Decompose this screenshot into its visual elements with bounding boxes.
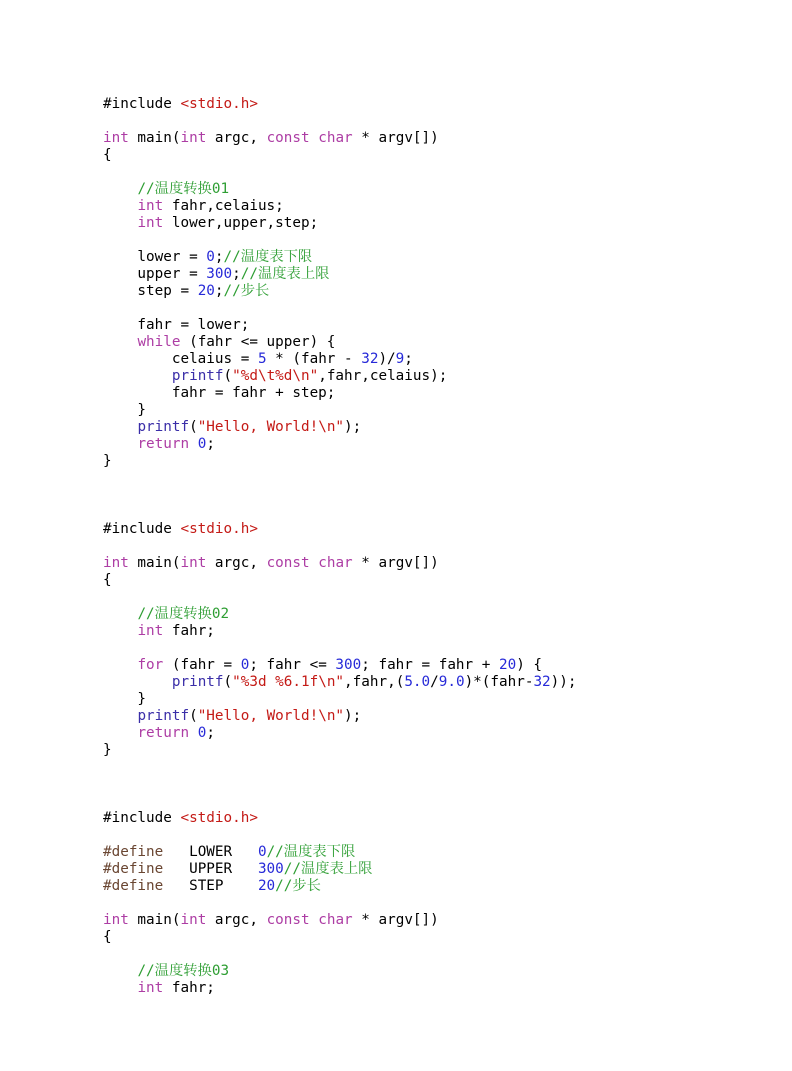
code-block-temperature-conversion-01 xyxy=(103,96,577,470)
code-token-comment: //步长 xyxy=(223,283,270,299)
code-token-plain: / xyxy=(430,674,439,690)
code-token-plain: celaius = xyxy=(103,351,258,367)
code-token-plain: ; xyxy=(232,266,241,282)
code-token-keyword: int xyxy=(103,130,129,146)
code-token-number: 5 xyxy=(257,351,267,367)
code-line xyxy=(103,674,577,691)
code-line xyxy=(103,861,577,878)
code-line xyxy=(103,691,577,708)
code-line xyxy=(103,708,577,725)
code-token-plain: ; xyxy=(404,351,413,367)
code-token-directive: #define xyxy=(103,861,164,877)
code-line-blank xyxy=(103,827,577,844)
code-token-plain: )); xyxy=(550,674,577,690)
code-token-plain: { xyxy=(103,572,112,588)
code-line xyxy=(103,368,577,385)
code-line xyxy=(103,317,577,334)
code-token-number: 300 xyxy=(257,861,284,877)
code-token-number: 20 xyxy=(197,283,215,299)
code-token-comment: //步长 xyxy=(275,878,321,894)
code-token-number: 9 xyxy=(395,351,405,367)
code-token-keyword: const xyxy=(266,912,310,928)
code-token-plain: argc, xyxy=(206,912,267,928)
code-token-plain xyxy=(103,606,137,622)
code-token-comment: //温度转换01 xyxy=(137,181,230,197)
code-line xyxy=(103,334,577,351)
code-token-keyword: const xyxy=(266,130,310,146)
code-token-plain: fahr = lower; xyxy=(103,317,250,333)
code-token-keyword: int xyxy=(180,555,207,571)
code-token-keyword: for xyxy=(137,657,164,673)
code-line xyxy=(103,657,577,674)
code-line-blank xyxy=(103,113,577,130)
code-token-plain xyxy=(103,368,172,384)
code-line-blank xyxy=(103,895,577,912)
code-line xyxy=(103,912,577,929)
code-token-keyword: int xyxy=(137,623,164,639)
code-token-plain xyxy=(103,334,137,350)
code-token-plain: ); xyxy=(344,708,362,724)
code-token-plain: { xyxy=(103,147,112,163)
code-token-keyword: int xyxy=(180,912,207,928)
code-token-number: 20 xyxy=(498,657,517,673)
code-token-plain: * argv[]) xyxy=(352,130,439,146)
code-token-plain xyxy=(189,436,198,452)
code-token-plain xyxy=(103,623,137,639)
code-token-plain: #include xyxy=(103,96,181,112)
code-token-header: <stdio.h> xyxy=(180,521,258,537)
code-block-temperature-conversion-03 xyxy=(103,810,577,997)
code-token-string: "%3d %6.1f\n" xyxy=(232,674,345,690)
code-token-plain xyxy=(103,674,172,690)
code-line-blank xyxy=(103,946,577,963)
code-token-plain xyxy=(103,419,137,435)
code-line xyxy=(103,963,577,980)
code-token-plain xyxy=(103,436,137,452)
code-token-plain: ,fahr,celaius); xyxy=(318,368,448,384)
code-token-number: 0 xyxy=(206,249,215,265)
code-token-plain: lower = xyxy=(103,249,207,265)
code-token-number: 300 xyxy=(335,657,362,673)
code-token-plain: ; fahr <= xyxy=(249,657,336,673)
code-token-number: 0 xyxy=(240,657,250,673)
code-token-plain: } xyxy=(103,742,112,758)
code-token-plain: main( xyxy=(128,912,181,928)
code-line xyxy=(103,453,577,470)
code-token-function: printf xyxy=(137,419,190,435)
code-token-plain: ) { xyxy=(516,657,543,673)
code-token-keyword: int xyxy=(137,215,164,231)
code-token-plain: fahr; xyxy=(163,980,215,996)
code-token-plain: fahr = fahr + step; xyxy=(103,385,336,401)
code-token-keyword: while xyxy=(137,334,181,350)
code-token-plain: ( xyxy=(223,674,233,690)
code-token-plain: argc, xyxy=(206,555,267,571)
code-line xyxy=(103,181,577,198)
code-line-blank xyxy=(103,640,577,657)
code-line xyxy=(103,215,577,232)
code-line xyxy=(103,929,577,946)
code-token-string: "%d\t%d\n" xyxy=(232,368,319,384)
code-line xyxy=(103,419,577,436)
code-line xyxy=(103,266,577,283)
code-token-plain: ; fahr = fahr + xyxy=(361,657,499,673)
code-line xyxy=(103,606,577,623)
code-token-number: 5.0 xyxy=(404,674,431,690)
code-token-plain: fahr; xyxy=(163,623,215,639)
code-token-plain xyxy=(103,181,137,197)
code-token-keyword: const xyxy=(266,555,310,571)
code-listing xyxy=(103,96,577,1048)
code-token-number: 20 xyxy=(257,878,276,894)
code-line xyxy=(103,725,577,742)
code-line xyxy=(103,283,577,300)
code-token-plain: step = xyxy=(103,283,198,299)
code-token-plain: #include xyxy=(103,810,181,826)
code-token-comment: //温度转换02 xyxy=(137,606,230,622)
code-token-plain: (fahr = xyxy=(163,657,241,673)
code-token-plain: { xyxy=(103,929,112,945)
code-line xyxy=(103,572,577,589)
code-token-number: 9.0 xyxy=(438,674,465,690)
code-token-plain: ,fahr,( xyxy=(344,674,405,690)
code-token-number: 32 xyxy=(533,674,551,690)
code-token-plain: * argv[]) xyxy=(352,912,439,928)
code-token-plain: argc, xyxy=(206,130,267,146)
code-token-keyword: char xyxy=(318,912,353,928)
code-token-plain: ( xyxy=(189,708,198,724)
code-token-keyword: int xyxy=(180,130,207,146)
code-token-plain xyxy=(103,725,137,741)
code-token-plain: ; xyxy=(214,283,224,299)
code-token-plain: ); xyxy=(344,419,362,435)
code-token-plain xyxy=(103,963,137,979)
code-token-plain: } xyxy=(103,691,147,707)
code-token-keyword: char xyxy=(318,130,353,146)
code-token-keyword: return xyxy=(137,436,190,452)
code-token-plain: * (fahr - xyxy=(266,351,362,367)
code-token-number: 0 xyxy=(257,844,267,860)
code-token-keyword: int xyxy=(137,198,164,214)
code-line xyxy=(103,623,577,640)
code-token-header: <stdio.h> xyxy=(180,96,258,112)
code-token-keyword: int xyxy=(103,555,129,571)
code-token-plain xyxy=(310,555,319,571)
code-token-number: 0 xyxy=(197,725,207,741)
code-token-plain xyxy=(189,725,198,741)
code-line xyxy=(103,96,577,113)
code-line xyxy=(103,742,577,759)
code-token-function: printf xyxy=(171,368,224,384)
code-line xyxy=(103,402,577,419)
code-token-plain: #include xyxy=(103,521,181,537)
code-token-number: 32 xyxy=(361,351,379,367)
code-token-plain: main( xyxy=(128,130,181,146)
code-line-blank xyxy=(103,300,577,317)
code-line xyxy=(103,198,577,215)
code-token-plain: ; xyxy=(214,249,224,265)
code-line xyxy=(103,351,577,368)
code-line xyxy=(103,555,577,572)
code-token-plain: fahr,celaius; xyxy=(163,198,284,214)
code-line xyxy=(103,521,577,538)
code-token-string: "Hello, World!\n" xyxy=(197,708,345,724)
code-token-plain: STEP xyxy=(163,878,258,894)
code-line-blank xyxy=(103,589,577,606)
code-line xyxy=(103,844,577,861)
code-token-plain xyxy=(310,130,319,146)
code-token-plain xyxy=(310,912,319,928)
code-token-comment: //温度转换03 xyxy=(137,963,230,979)
code-token-plain: ; xyxy=(206,725,215,741)
code-token-comment: //温度表下限 xyxy=(223,249,313,265)
code-token-plain: )/ xyxy=(378,351,396,367)
code-token-plain: (fahr <= upper) { xyxy=(180,334,336,350)
code-token-comment: //温度表上限 xyxy=(283,861,373,877)
code-token-plain: )*(fahr- xyxy=(464,674,534,690)
code-token-keyword: char xyxy=(318,555,353,571)
code-token-comment: //温度表下限 xyxy=(266,844,356,860)
code-token-plain xyxy=(103,657,137,673)
code-line xyxy=(103,249,577,266)
code-token-directive: #define xyxy=(103,878,164,894)
code-line-blank xyxy=(103,538,577,555)
code-token-directive: #define xyxy=(103,844,164,860)
code-token-plain: upper = xyxy=(103,266,207,282)
code-token-plain: ( xyxy=(223,368,233,384)
code-line-blank xyxy=(103,232,577,249)
code-line xyxy=(103,980,577,997)
code-token-plain: LOWER xyxy=(163,844,258,860)
code-token-plain: } xyxy=(103,453,112,469)
code-token-plain xyxy=(103,708,137,724)
code-token-number: 300 xyxy=(206,266,233,282)
code-token-plain: ; xyxy=(206,436,215,452)
code-token-keyword: int xyxy=(137,980,164,996)
code-token-function: printf xyxy=(171,674,224,690)
code-token-plain xyxy=(103,198,137,214)
code-block-temperature-conversion-02 xyxy=(103,521,577,759)
code-line xyxy=(103,810,577,827)
code-line-blank xyxy=(103,164,577,181)
code-token-plain: } xyxy=(103,402,147,418)
code-token-plain: main( xyxy=(128,555,181,571)
code-line xyxy=(103,878,577,895)
code-token-plain: * argv[]) xyxy=(352,555,439,571)
code-token-string: "Hello, World!\n" xyxy=(197,419,345,435)
code-line xyxy=(103,147,577,164)
code-token-plain: UPPER xyxy=(163,861,258,877)
code-token-plain xyxy=(103,215,137,231)
code-token-keyword: return xyxy=(137,725,190,741)
code-token-function: printf xyxy=(137,708,190,724)
code-token-number: 0 xyxy=(197,436,207,452)
code-token-header: <stdio.h> xyxy=(180,810,258,826)
code-token-keyword: int xyxy=(103,912,129,928)
code-line xyxy=(103,130,577,147)
code-token-plain xyxy=(103,980,137,996)
code-token-plain: ( xyxy=(189,419,198,435)
code-line xyxy=(103,385,577,402)
code-token-plain: lower,upper,step; xyxy=(163,215,319,231)
code-token-comment: //温度表上限 xyxy=(240,266,330,282)
code-line xyxy=(103,436,577,453)
